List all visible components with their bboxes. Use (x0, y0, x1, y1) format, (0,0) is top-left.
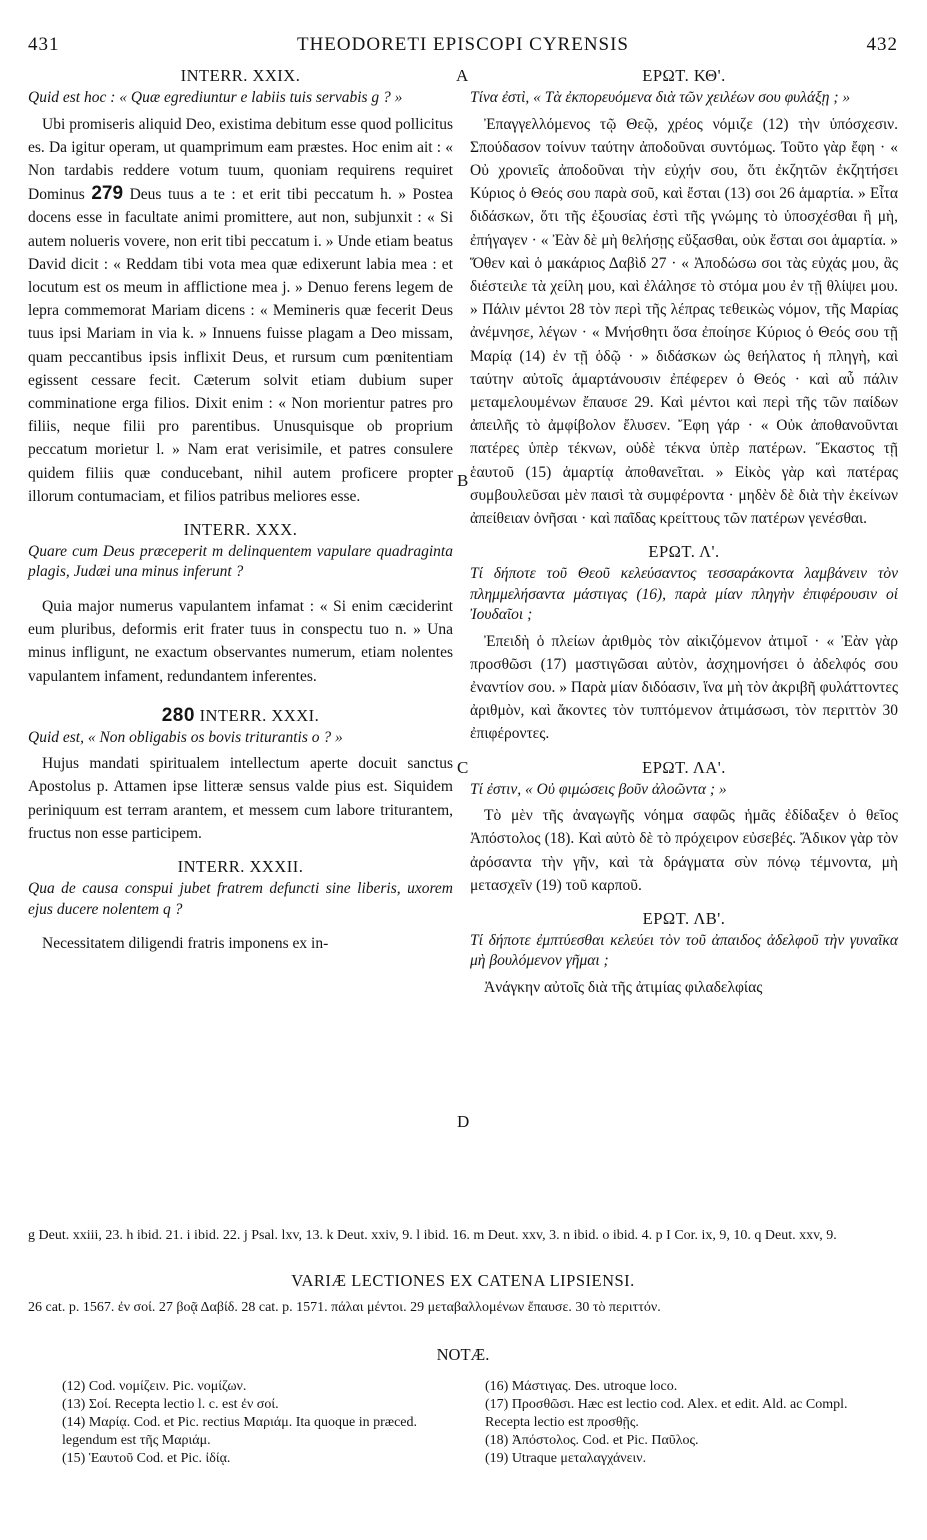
latin-heading-29: INTERR. XXIX. (180, 66, 301, 85)
running-header (28, 34, 898, 64)
latin-answer-31: Hujus mandati spiritualem intellectum aperte docuit sanctus Apostolus p. Attamen ipse litteræ sensus valde pius est. Siquidem periniquum est terram arantem, et messem cum labore triturantem, fructus non esse participem. (28, 755, 453, 842)
latin-heading-31: INTERR. XXXI. (199, 705, 320, 725)
latin-question-32: Qua de causa conspui jubet fratrem defuncti sine liberis, uxorem ejus ducere nolentem q ? (28, 880, 453, 918)
latin-answer-30: Quia major numerus vapulantem infamat : « Si enim cæciderint eum pluribus, deformis erit frater tuus in conspectu tuo n. » Una minus infligunt, ne exactum observantes numerum, etiam nolentes vapulantem infament, redundantem inferentes. (28, 597, 453, 685)
note-16: (16) Μάστιγας. Des. utroque loco. (485, 1379, 678, 1394)
variae-lectiones: 26 cat. p. 1567. ἐν σοί. 27 βοᾷ Δαβίδ. 28 cat. p. 1571. πάλαι μέντοι. 29 μεταβαλλομένων ἔπαυσε. 30 τὸ περιττόν. (28, 1300, 661, 1315)
page-number-right: 432 (866, 34, 898, 55)
note-14: (14) Μαρίᾳ. Cod. et Pic. rectius Μαριάμ. Ita quoque in præced. legendum est τῆς Μαριάμ. (62, 1415, 418, 1448)
greek-column (470, 62, 898, 999)
latin-heading-31-line (28, 704, 453, 728)
greek-heading-32: ΕΡΩΤ. ΛΒ'. (642, 908, 726, 928)
variae-lectiones-title: VARIÆ LECTIONES EX CATENA LIPSIENSI. (291, 1271, 635, 1290)
note-13: (13) Σοί. Recepta lectio l. c. est ἐν σοί. (62, 1397, 279, 1412)
page-number-left: 431 (28, 34, 60, 55)
margin-marker-c: C (457, 758, 469, 777)
greek-answer-32: Ἀνάγκην αὐτοῖς διὰ τῆς ἀτιμίας φιλαδελφίας (484, 978, 763, 996)
latin-question-31: Quid est, « Non obligabis os bovis triturantis o ? » (28, 728, 343, 746)
scripture-references: g Deut. xxiii, 23. h ibid. 21. i ibid. 22. j Psal. lxv, 13. k Deut. xxiv, 9. l ibid. 16. m Deut. xxv, 3. n ibid. o ibid. 4. p I Cor. ix, 9, 10. q Deut. xxv, 9. (28, 1228, 837, 1243)
running-title: THEODORETI EPISCOPI CYRENSIS (296, 34, 630, 55)
latin-answer-29-text: Ubi promiseris aliquid Deo, existima debitum esse quod pollicitus es. Da igitur operam, ut quamprimum eam præstes. Hoc enim ait : « Non tardabis reddere votum tuum, quoniam requirens requiret Dominus (28, 115, 453, 204)
greek-question-31: Τί ἐστιν, « Οὐ φιμώσεις βοῦν ἀλοῶντα ; » (470, 780, 727, 798)
greek-heading-31: ΕΡΩΤ. ΛΑ'. (642, 757, 726, 777)
margin-marker-a: A (456, 66, 469, 85)
latin-answer-29 (28, 113, 453, 508)
latin-heading-30: INTERR. XXX. (183, 519, 298, 539)
greek-question-32: Τί δήποτε ἐμπτύεσθαι κελεύει τὸν τοῦ ἀπαιδος ἀδελφοῦ τὴν γυναῖκα μὴ βουλόμενον γῆμαι ; (470, 931, 898, 970)
greek-heading-30: ΕΡΩΤ. Λ'. (648, 542, 720, 562)
margin-marker-d: D (457, 1112, 470, 1131)
latin-question-30: Quare cum Deus præceperit m delinquentem vapulare quadraginta plagis, Judæi una minus inferunt ? (28, 542, 453, 581)
greek-answer-29: Ἐπαγγελλόμενος τῷ Θεῷ, χρέος νόμιζε (12) τὴν ὑπόσχεσιν. Σπούδασον τοίνυν ταύτην ἀποδοῦναι συντόμως. Τοῦτο γὰρ ἔφη · « Οὐ χρονιεῖς ἀποδοῦναι τὴν εὐχήν σου, ὅτι ἐκζητῶν ἐκζητήσει Κύριος ὁ Θεός σου παρὰ σοῦ, καὶ ἔσται (13) σοι 26 ἁμαρτία. » Εἶτα διδάσκων, ὅτι τῆς ἐξουσίας ἐστὶ τῆς γνώμης τὸ ὑποσχέσθαι ἢ μὴ, ἐπήγαγεν · « Ἐὰν δὲ μὴ θελήσῃς εὔξασθαι, οὐκ ἔσται σοι ἁμαρτία. » Ὅθεν καὶ ὁ μακάριος Δαβὶδ 27 · « Ἀποδώσω σοι τὰς εὐχάς μου, ἃς διέστειλε τὰ χείλη μου, καὶ ἐλάλησε τὸ στόμα μου ἐν τῇ θλίψει μου. » Πάλιν μέντοι 28 τὸν περὶ τῆς λέπρας τεθεικὼς νόμον, τῆς Μαρίας ἀνέμνησε, λέγων · « Μνήσθητι ὅσα ἐποίησε Κύριος ὁ Θεός σου τῇ Μαρίᾳ (14) ἐν τῇ ὁδῷ · » διδάσκων ὡς θεήλατος ἡ πληγὴ, καὶ ταύτην αὐτοῖς ἁμαρτάνουσιν ἐπέφερεν ὁ Θεός · καὶ αὖ πάλιν μεταμελουμένων ἔπαυσε 29. Καὶ μέντοι καὶ περὶ τῆς τῶν παίδων ἀπειλῆς τὸ ἀμφίβολον ἔλυσεν. Ἔφη γάρ · « Οὐκ ἀποθανοῦνται πατέρες ὑπὲρ τέκνων, οὐδὲ τέκνα ὑπὲρ πατέρων. Ἕκαστος τῇ ἑαυτοῦ (15) ἁμαρτίᾳ ἀποθανεῖται. » Εἰκὸς γὰρ καὶ πατέρας συμβουλεῦσαι μὲν παισὶ τὰ συμφέροντα · μηδὲν δὲ διὰ τὴν ἐκείνων ἀπείθειαν ὀνῆσαι · καὶ παῖδας κρείττους τῶν πατέρων γενέσθαι. (470, 115, 898, 527)
latin-question-29: Quid est hoc : « Quæ egrediuntur e labiis tuis servabis g ? » (28, 89, 403, 106)
margin-marker-b: B (457, 471, 469, 490)
latin-answer-29-cont: Deus tuus a te : et erit tibi peccatum h. » Postea docens esse in facultate animi promittere, aut non, subjunxit : « Si autem nolueris vovere, non erit tibi peccatum i. » Unde etiam beatus David dicit : « Reddam tibi vota mea quæ edixerunt labia mea : et locutum est os meum in afflictione mea j. » Denuo ferens legem de lepra commemorat Mariam dicens : « Memineris quæ fecerit Deus tuus ipsi Mariam in via k. » Innuens fuisse plagam a Deo missam, quam peccantibus ipsis inflixit Deus, et rursum cum pœnitentiam egissent cessare fecit. Cæterum solvit etiam dubium super comminatione erga filios. Dixit enim : « Non morientur patres pro filiis, neque filii pro parentibus. Unusquisque ob proprium peccatum morietur l. » Nam erat verisimile, et patres consulere quidem filiis quæ conducebant, nihil autem proficere propter illorum contumaciam, et filios patribus meliores esse. (28, 186, 453, 505)
column-number-279: 279 (91, 183, 124, 205)
greek-question-29: Τίνα ἐστὶ, « Τὰ ἐκπορευόμενα διὰ τῶν χειλέων σου φυλάξῃ ; » (470, 89, 851, 106)
note-18: (18) Ἀπόστολος. Cod. et Pic. Παῦλος. (485, 1433, 699, 1448)
latin-answer-32: Necessitatem diligendi fratris imponens ex in- (42, 935, 329, 953)
greek-answer-31: Τὸ μὲν τῆς ἀναγωγῆς νόημα σαφῶς ἡμᾶς ἐδίδαξεν ὁ θεῖος Ἀπόστολος (18). Καὶ αὐτὸ δὲ τὸ πρόχειρον εὐσεβές. Ἄδικον γὰρ τὸν ἀρόσαντα τὴν γῆν, καὶ τὰ δράγματα σὺν πόνῳ τέμνοντα, μὴ μετασχεῖν (19) τοῦ καρποῦ. (470, 807, 898, 894)
greek-answer-30: Ἐπειδὴ ὁ πλείων ἀριθμὸς τὸν αἰκιζόμενον ἀτιμοῖ · « Ἐὰν γὰρ προσθῶσι (17) μαστιγῶσαι αὐτὸν, ἀσχημονήσει ὁ ἀδελφός σου ἐναντίον σου. » Παρὰ μίαν διδόασιν, ἵνα μὴ τὸν ἀκριβῆ φυλάττοντες ἀριθμὸν, καὶ ἄκοντες τὸν τυπτόμενον ἀτιμάσωσι, τὸν περιττὸν 30 ἐπιφέροντες. (470, 632, 898, 743)
latin-heading-32: INTERR. XXXII. (177, 857, 304, 877)
greek-question-30: Τί δήποτε τοῦ Θεοῦ κελεύσαντος τεσσαράκοντα λαμβάνειν τὸν πλημμελήσαντα μάστιγας (16), παρὰ μίαν πληγὴν ἐπιφέρουσιν οἱ Ἰουδαῖοι ; (470, 565, 898, 624)
latin-column (28, 62, 453, 955)
notae-title: NOTÆ. (436, 1345, 490, 1364)
note-15: (15) Ἑαυτοῦ Cod. et Pic. ἰδίᾳ. (62, 1451, 231, 1466)
note-17: (17) Προσθῶσι. Hæc est lectio cod. Alex. et edit. Ald. ac Compl. Recepta lectio est προσθῇς. (485, 1397, 848, 1430)
note-19: (19) Utraque μεταλαγχάνειν. (485, 1451, 647, 1466)
note-12: (12) Cod. νομίζειν. Pic. νομίζων. (62, 1379, 247, 1394)
notes-right-column (485, 1378, 895, 1468)
greek-heading-29: ΕΡΩΤ. ΚΘ'. (642, 66, 726, 85)
column-number-280: 280 (161, 704, 195, 726)
notes-left-column (62, 1378, 462, 1468)
